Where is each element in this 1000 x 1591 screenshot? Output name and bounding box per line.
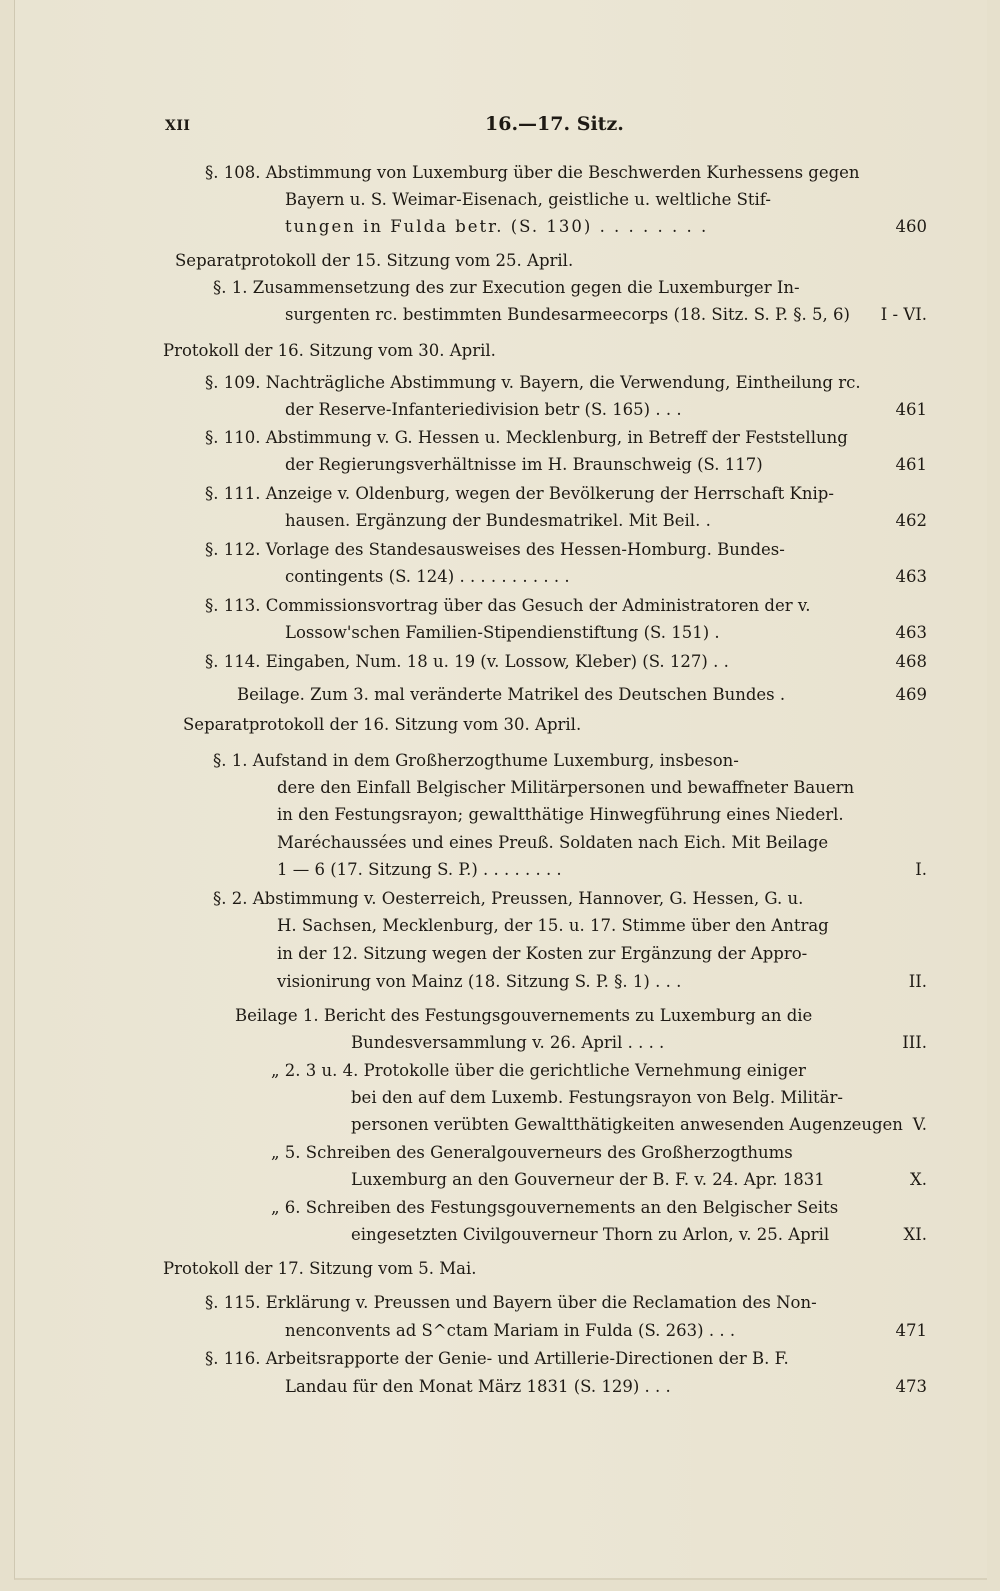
toc-line: Lossow'schen Familien-Stipendienstiftung (S. 151) .	[285, 623, 720, 642]
toc-page-ref: I - VI.	[880, 305, 927, 324]
toc-line: dere den Einfall Belgischer Militärpersonen und bewaffneter Bauern	[277, 778, 855, 797]
toc-line: „ 6. Schreiben des Festungsgouvernements an den Belgischer Seits	[271, 1198, 839, 1217]
toc-line: der Reserve-Infanteriedivision betr (S. 165) . . .	[285, 400, 682, 419]
toc-line: Landau für den Monat März 1831 (S. 129) . . .	[285, 1377, 671, 1396]
toc-page-ref: 460	[895, 217, 927, 236]
toc-line: eingesetzten Civilgouverneur Thorn zu Arlon, v. 25. April	[351, 1225, 830, 1244]
toc-line: nenconvents ad S^ctam Mariam in Fulda (S. 263) . . .	[285, 1321, 736, 1340]
toc-page-ref: 468	[895, 652, 927, 671]
toc-line: §. 2. Abstimmung v. Oesterreich, Preussen, Hannover, G. Hessen, G. u.	[213, 889, 804, 908]
toc-line: Beilage. Zum 3. mal veränderte Matrikel des Deutschen Bundes .	[237, 685, 786, 704]
toc-line: contingents (S. 124) . . . . . . . . . . .	[285, 567, 570, 586]
document-page	[14, 0, 987, 1580]
toc-heading: Protokoll der 16. Sitzung vom 30. April.	[163, 341, 496, 360]
toc-line: §. 112. Vorlage des Standesausweises des Hessen-Homburg. Bundes-	[205, 540, 785, 559]
toc-line: §. 114. Eingaben, Num. 18 u. 19 (v. Lossow, Kleber) (S. 127) . .	[205, 652, 729, 671]
toc-line: §. 1. Zusammensetzung des zur Execution gegen die Luxemburger In-	[213, 278, 800, 297]
toc-line: Bayern u. S. Weimar-Eisenach, geistliche u. weltliche Stif-	[285, 190, 771, 209]
toc-line: hausen. Ergänzung der Bundesmatrikel. Mit Beil. .	[285, 511, 711, 530]
toc-page-ref: 473	[895, 1377, 927, 1396]
toc-line: §. 111. Anzeige v. Oldenburg, wegen der Bevölkerung der Herrschaft Knip-	[205, 484, 834, 503]
toc-page-ref: I.	[915, 860, 927, 879]
toc-page-ref: V.	[912, 1115, 927, 1134]
toc-page-ref: 469	[895, 685, 927, 704]
toc-line: „ 5. Schreiben des Generalgouverneurs des Großherzogthums	[271, 1143, 793, 1162]
toc-page-ref: 461	[895, 455, 927, 474]
toc-line: Maréchaussées und eines Preuß. Soldaten nach Eich. Mit Beilage	[277, 833, 829, 852]
toc-line: tungen in Fulda betr. (S. 130) . . . . . . . .	[285, 217, 709, 236]
toc-line: §. 1. Aufstand in dem Großherzogthume Luxemburg, insbeson-	[213, 751, 739, 770]
toc-page-ref: 463	[895, 567, 927, 586]
toc-line: §. 110. Abstimmung v. G. Hessen u. Mecklenburg, in Betreff der Feststellung	[205, 428, 848, 447]
toc-line: 1 — 6 (17. Sitzung S. P.) . . . . . . . .	[277, 860, 562, 879]
toc-line: §. 113. Commissionsvortrag über das Gesuch der Administratoren der v.	[205, 596, 811, 615]
toc-heading: Separatprotokoll der 15. Sitzung vom 25. April.	[175, 251, 574, 270]
toc-line: §. 115. Erklärung v. Preussen und Bayern über die Reclamation des Non-	[205, 1293, 817, 1312]
toc-page-ref: 471	[895, 1321, 927, 1340]
toc-line: bei den auf dem Luxemb. Festungsrayon von Belg. Militär-	[351, 1088, 843, 1107]
toc-line: Luxemburg an den Gouverneur der B. F. v. 24. Apr. 1831	[351, 1170, 825, 1189]
toc-line: §. 116. Arbeitsrapporte der Genie- und Artillerie-Directionen der B. F.	[205, 1349, 789, 1368]
toc-line: der Regierungsverhältnisse im H. Braunschweig (S. 117)	[285, 455, 763, 474]
toc-line: Bundesversammlung v. 26. April . . . .	[351, 1033, 665, 1052]
toc-line: visionirung von Mainz (18. Sitzung S. P. §. 1) . . .	[277, 972, 682, 991]
toc-line: „ 2. 3 u. 4. Protokolle über die gerichtliche Vernehmung einiger	[271, 1061, 806, 1080]
toc-page-ref: 461	[895, 400, 927, 419]
toc-page-ref: 463	[895, 623, 927, 642]
toc-page-ref: III.	[902, 1033, 927, 1052]
toc-heading: Protokoll der 17. Sitzung vom 5. Mai.	[163, 1259, 477, 1278]
toc-line: §. 109. Nachträgliche Abstimmung v. Bayern, die Verwendung, Eintheilung rc.	[205, 373, 861, 392]
toc-line: Beilage 1. Bericht des Festungsgouvernements zu Luxemburg an die	[235, 1006, 813, 1025]
toc-page-ref: XI.	[903, 1225, 927, 1244]
toc-line: in den Festungsrayon; gewaltthätige Hinwegführung eines Niederl.	[277, 805, 844, 824]
running-head: 16.—17. Sitz.	[485, 113, 624, 135]
toc-line: §. 108. Abstimmung von Luxemburg über die Beschwerden Kurhessens gegen	[205, 163, 860, 182]
toc-page-ref: II.	[908, 972, 927, 991]
toc-page-ref: 462	[895, 511, 927, 530]
toc-line: in der 12. Sitzung wegen der Kosten zur Ergänzung der Appro-	[277, 944, 808, 963]
page-number: XII	[165, 118, 191, 134]
toc-line: H. Sachsen, Mecklenburg, der 15. u. 17. Stimme über den Antrag	[277, 916, 829, 935]
toc-line: surgenten rc. bestimmten Bundesarmeecorps (18. Sitz. S. P. §. 5, 6)	[285, 305, 850, 324]
toc-line: personen verübten Gewaltthätigkeiten anwesenden Augenzeugen	[351, 1115, 903, 1134]
toc-page-ref: X.	[910, 1170, 927, 1189]
toc-heading: Separatprotokoll der 16. Sitzung vom 30. April.	[183, 715, 582, 734]
